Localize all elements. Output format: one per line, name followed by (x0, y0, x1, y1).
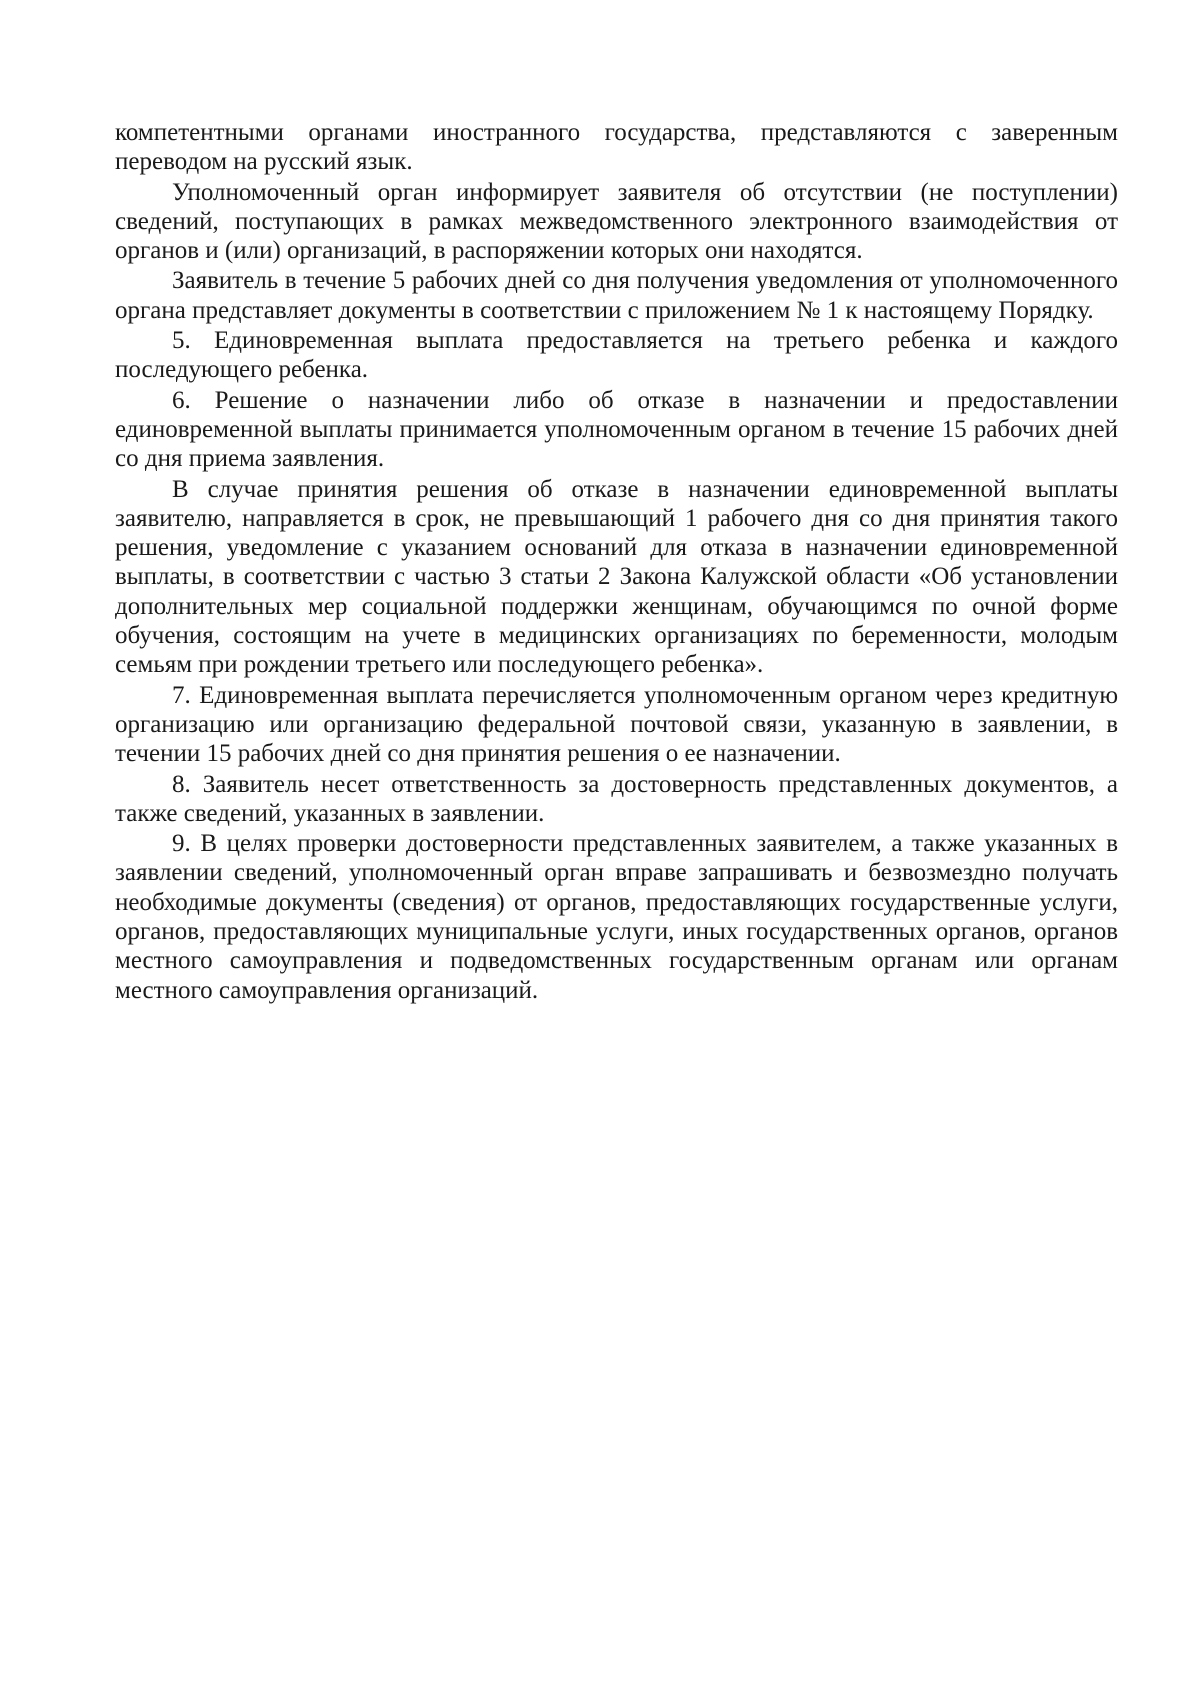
paragraph-item-7: 7. Единовременная выплата перечисляется уполномоченным органом через кредитную организацию или организацию федеральной почтовой связи, указанную в заявлении, в течении 15 рабочих дней со дня принятия решения о ее назначении. (115, 681, 1118, 768)
paragraph-item-5: 5. Единовременная выплата предоставляется на третьего ребенка и каждого последующего ребенка. (115, 327, 1118, 384)
paragraph-item-9: 9. В целях проверки достоверности представленных заявителем, а также указанных в заявлении сведений, уполномоченный орган вправе запрашивать и безвозмездно получать необходимые документы (сведения) от органов, предоставляющих государственные услуги, органов, предоставляющих муниципальные услуги, иных государственных органов, органов местного самоуправления и подведомственных государственным органам или органам местного самоуправления организаций. (115, 830, 1118, 1004)
paragraph-continuation: компетентными органами иностранного государства, представляются с заверенным переводом на русский язык. (115, 119, 1118, 176)
document-body (115, 118, 1118, 1006)
paragraph-applicant-documents: Заявитель в течение 5 рабочих дней со дня получения уведомления от уполномоченного органа представляет документы в соответствии с приложением № 1 к настоящему Порядку. (115, 267, 1118, 324)
paragraph-item-6: 6. Решение о назначении либо об отказе в назначении и предоставлении единовременной выплаты принимается уполномоченным органом в течение 15 рабочих дней со дня приема заявления. (115, 386, 1118, 473)
paragraph-item-8: 8. Заявитель несет ответственность за достоверность представленных документов, а также сведений, указанных в заявлении. (115, 770, 1118, 827)
paragraph-notification: Уполномоченный орган информирует заявителя об отсутствии (не поступлении) сведений, поступающих в рамках межведомственного электронного взаимодействия от органов и (или) организаций, в распоряжении которых они находятся. (115, 178, 1118, 265)
paragraph-refusal: В случае принятия решения об отказе в назначении единовременной выплаты заявителю, направляется в срок, не превышающий 1 рабочего дня со дня принятия такого решения, уведомление с указанием оснований для отказа в назначении единовременной выплаты, в соответствии с частью 3 статьи 2 Закона Калужской области «Об установлении дополнительных мер социальной поддержки женщинам, обучающимся по очной форме обучения, состоящим на учете в медицинских организациях по беременности, молодым семьям при рождении третьего или последующего ребенка». (115, 475, 1118, 679)
